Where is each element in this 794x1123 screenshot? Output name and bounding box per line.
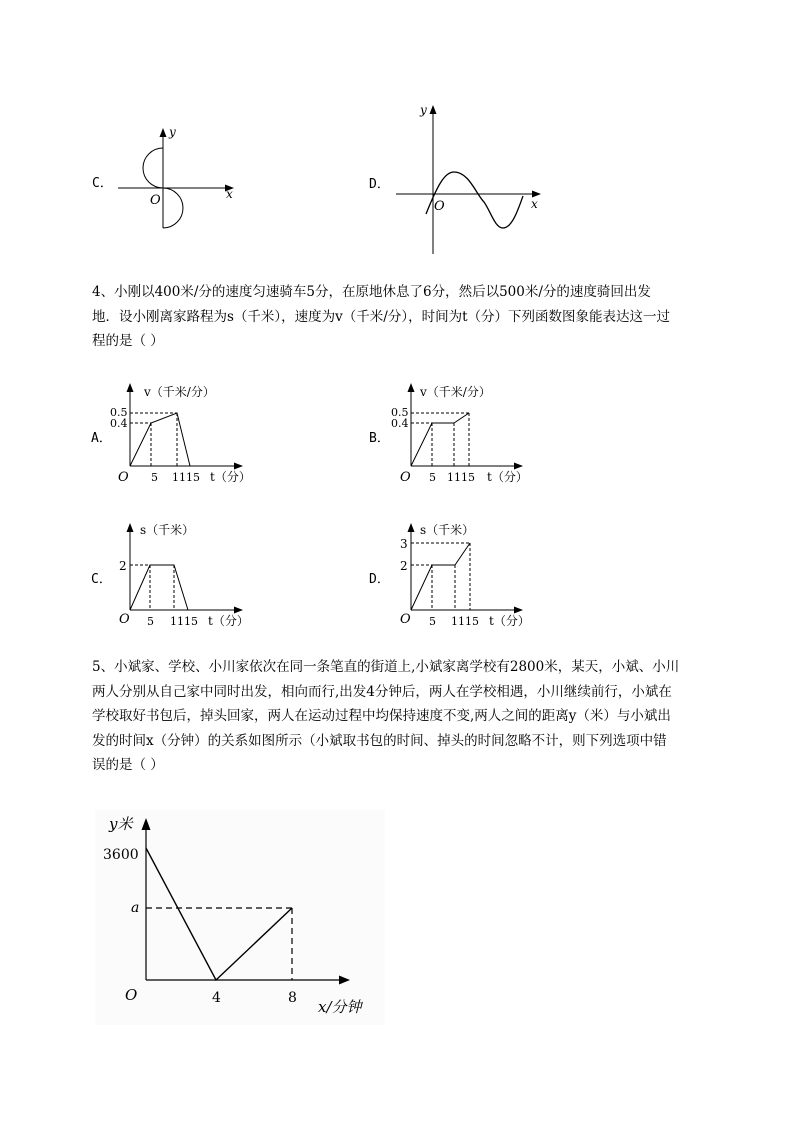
q3-option-c [88, 126, 248, 232]
q5-graph-svg [95, 810, 385, 1025]
question-line: 程的是（ ） [92, 333, 164, 349]
y-tick-label: 0.5 [110, 406, 128, 419]
x-tick-label: 5 [429, 471, 436, 484]
question-5-text [92, 655, 732, 778]
q4-option-a-graph [88, 380, 278, 490]
question-line: 5、小斌家、学校、小川家依次在同一条笔直的街道上,小斌家离学校有2800米，某天，小斌、小川 [92, 659, 680, 675]
x-axis-label: t（分） [487, 470, 528, 484]
y-tick-label: 2 [119, 559, 127, 573]
y-axis-label: y [169, 126, 176, 139]
origin-label: O [125, 986, 138, 1004]
x-tick-label: 5 [147, 615, 154, 628]
q3-option-d-graph [366, 98, 556, 258]
q4-option-b [366, 380, 566, 490]
option-label: B． [369, 431, 390, 446]
option-label: C． [91, 572, 112, 587]
y-axis-label: y [420, 103, 427, 117]
q3-option-c-graph [88, 126, 248, 232]
question-line: 误的是（ ） [92, 757, 164, 773]
x-tick-label: 5 [429, 615, 436, 628]
x-tick-label: 4 [212, 990, 221, 1006]
x-tick-label: 1115 [447, 471, 475, 484]
x-tick-label: 8 [288, 990, 297, 1006]
q4-option-d-graph [366, 520, 566, 635]
y-axis-label: s（千米） [420, 523, 475, 537]
y-tick-label: 3 [400, 537, 408, 551]
y-tick-label: a [131, 900, 140, 916]
q4-option-c-graph [88, 520, 278, 635]
question-line: 两人分别从自己家中同时出发，相向而行,出发4分钟后，两人在学校相遇，小川继续前行，小斌在 [92, 683, 672, 700]
option-label: A． [91, 431, 112, 446]
origin-label: O [150, 193, 161, 208]
origin-label: O [119, 612, 130, 627]
q5-graph [95, 810, 385, 1025]
question-line: 4、小刚以400米/分的速度匀速骑车5分，在原地休息了6分，然后以500米/分的速度骑回出发 [92, 284, 651, 300]
x-tick-label: 5 [151, 471, 158, 484]
y-tick-label: 0.4 [110, 417, 128, 430]
y-tick-label: 3600 [103, 847, 139, 863]
origin-label: O [400, 612, 411, 627]
q4-option-a [88, 380, 278, 490]
origin-label: O [118, 470, 129, 485]
q4-option-b-graph [366, 380, 566, 490]
x-axis-label: x [226, 187, 233, 201]
origin-label: O [400, 470, 411, 485]
x-tick-label: 1115 [170, 615, 198, 628]
y-axis-label: s（千米） [140, 523, 195, 537]
y-tick-label: 0.4 [391, 417, 409, 430]
x-axis-label: t（分） [210, 470, 251, 484]
y-axis-label: v（千米/分） [420, 385, 491, 399]
y-axis-label: v（千米/分） [144, 385, 215, 399]
y-axis-label: y米 [109, 815, 133, 833]
option-label: D． [369, 572, 390, 587]
y-tick-label: 2 [400, 559, 408, 573]
x-axis-label: x/分钟 [318, 998, 362, 1016]
option-label: C． [92, 176, 113, 191]
y-tick-label: 0.5 [391, 406, 409, 419]
q4-option-d [366, 520, 566, 635]
option-label: D． [369, 177, 390, 192]
x-axis-label: t（分） [489, 614, 530, 628]
q4-option-c [88, 520, 278, 635]
question-line: 地．设小刚离家路程为s（千米），速度为v（千米/分），时间为t（分）下列函数图象能表达这一过 [92, 308, 671, 325]
question-line: 发的时间x（分钟）的关系如图所示（小斌取书包的时间、掉头的时间忽略不计，则下列选项中错 [92, 732, 667, 749]
x-tick-label: 1115 [172, 471, 200, 484]
x-tick-label: 1115 [451, 615, 479, 628]
question-line: 学校取好书包后，掉头回家，两人在运动过程中均保持速度不变,两人之间的距离y（米）与小斌出 [92, 708, 671, 724]
x-axis-label: t（分） [208, 614, 249, 628]
q3-option-d [366, 98, 556, 258]
question-4-text [92, 280, 732, 354]
x-axis-label: x [531, 197, 538, 211]
origin-label: O [434, 199, 445, 214]
